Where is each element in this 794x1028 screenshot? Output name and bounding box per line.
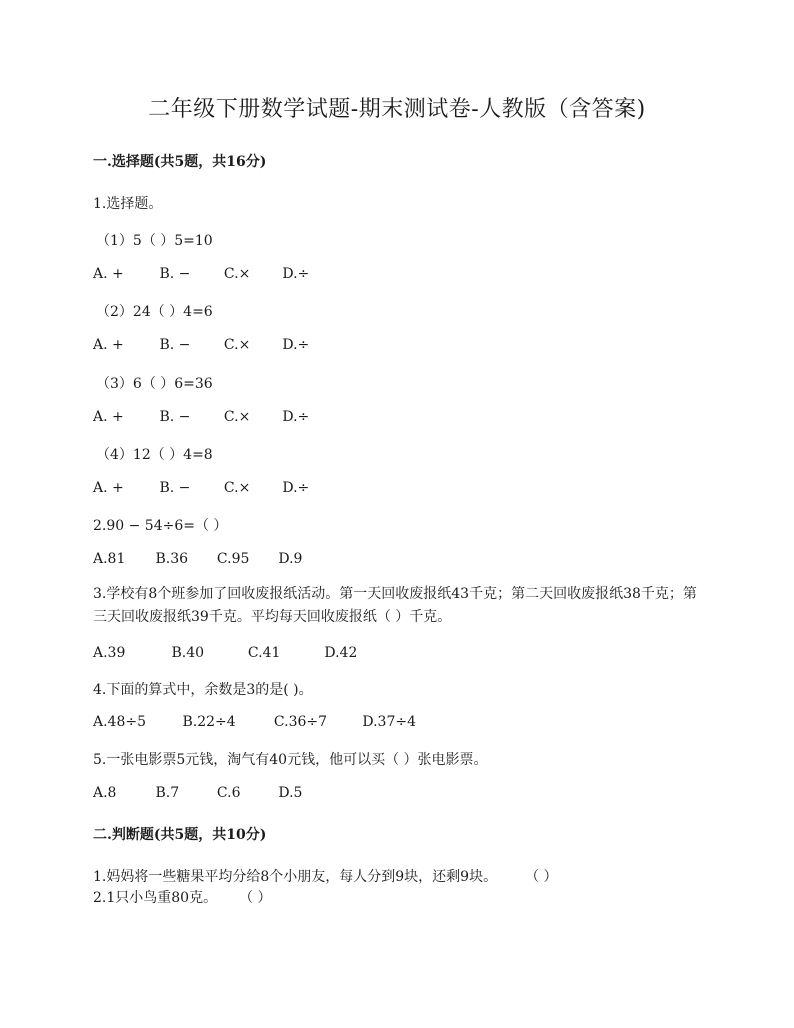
option-a: A.48÷5 — [93, 714, 147, 730]
subquestion-3-expr: （3）6（ ）6=36 — [96, 376, 213, 392]
option-b: B. − — [159, 266, 191, 282]
subquestion-2-expr: （2）24（ ）4=6 — [96, 304, 213, 320]
option-d: D.37÷4 — [362, 714, 416, 730]
option-b: B.36 — [155, 551, 189, 567]
judgement-1-paren: （ ） — [525, 869, 558, 885]
option-d: D.9 — [278, 551, 303, 567]
option-b: B.22÷4 — [182, 714, 236, 730]
option-a: A. + — [93, 480, 124, 496]
judgement-1-stem — [93, 866, 558, 886]
option-c: C.41 — [247, 645, 281, 661]
judgement-2-paren: （ ） — [239, 890, 272, 906]
judgement-2-text: 2.1只小鸟重80克。 — [93, 890, 218, 906]
option-b: B.40 — [171, 645, 205, 661]
question-2-stem: 2.90 − 54÷6=（ ） — [93, 518, 228, 534]
option-d: D.÷ — [282, 480, 310, 496]
option-b: B.7 — [155, 785, 180, 801]
option-b: B. − — [159, 409, 191, 425]
subquestion-4-expr: （4）12（ ）4=8 — [96, 447, 213, 463]
option-a: A. + — [93, 409, 124, 425]
option-c: C.36÷7 — [273, 714, 328, 730]
option-c: C.× — [223, 266, 251, 282]
question-4-stem: 4.下面的算式中，余数是3的是( )。 — [93, 682, 313, 698]
option-d: D.÷ — [282, 337, 310, 353]
question-5-stem: 5.一张电影票5元钱，淘气有40元钱，他可以买（ ）张电影票。 — [93, 752, 488, 768]
question-3-options — [93, 645, 357, 661]
subquestion-2-options — [93, 337, 309, 353]
option-a: A. + — [93, 266, 124, 282]
judgement-1-text: 1.妈妈将一些糖果平均分给8个小朋友，每人分到9块，还剩9块。 — [93, 869, 498, 885]
section-heading-judgement: 二.判断题(共5题，共10分) — [93, 827, 267, 843]
doc-title: 二年级下册数学试题-期末测试卷-人教版（含答案) — [148, 97, 646, 122]
option-b: B. − — [159, 337, 191, 353]
question-1-stem: 1.选择题。 — [93, 196, 163, 212]
option-d: D.÷ — [282, 409, 310, 425]
option-c: C.6 — [216, 785, 241, 801]
option-a: A.39 — [93, 645, 126, 661]
option-c: C.× — [223, 337, 251, 353]
subquestion-4-options — [93, 480, 309, 496]
question-5-options — [93, 785, 302, 801]
subquestion-1-expr: （1）5（ ）5=10 — [96, 233, 213, 249]
option-d: D.÷ — [282, 266, 310, 282]
option-b: B. − — [159, 480, 191, 496]
option-d: D.42 — [324, 645, 358, 661]
section-heading-choice: 一.选择题(共5题，共16分) — [93, 154, 267, 170]
subquestion-3-options — [93, 409, 309, 425]
option-c: C.× — [223, 480, 251, 496]
option-a: A.81 — [93, 551, 126, 567]
option-c: C.95 — [216, 551, 250, 567]
question-2-options — [93, 551, 302, 567]
option-c: C.× — [223, 409, 251, 425]
judgement-2-stem — [93, 887, 272, 907]
question-4-options — [93, 714, 416, 730]
option-d: D.5 — [278, 785, 303, 801]
option-a: A.8 — [93, 785, 117, 801]
subquestion-1-options — [93, 266, 309, 282]
option-a: A. + — [93, 337, 124, 353]
question-3-stem: 3.学校有8个班参加了回收废报纸活动。第一天回收废报纸43千克；第二天回收废报纸38千克；第三天回收废报纸39千克。平均每天回收废报纸（ ）千克。 — [93, 586, 697, 625]
